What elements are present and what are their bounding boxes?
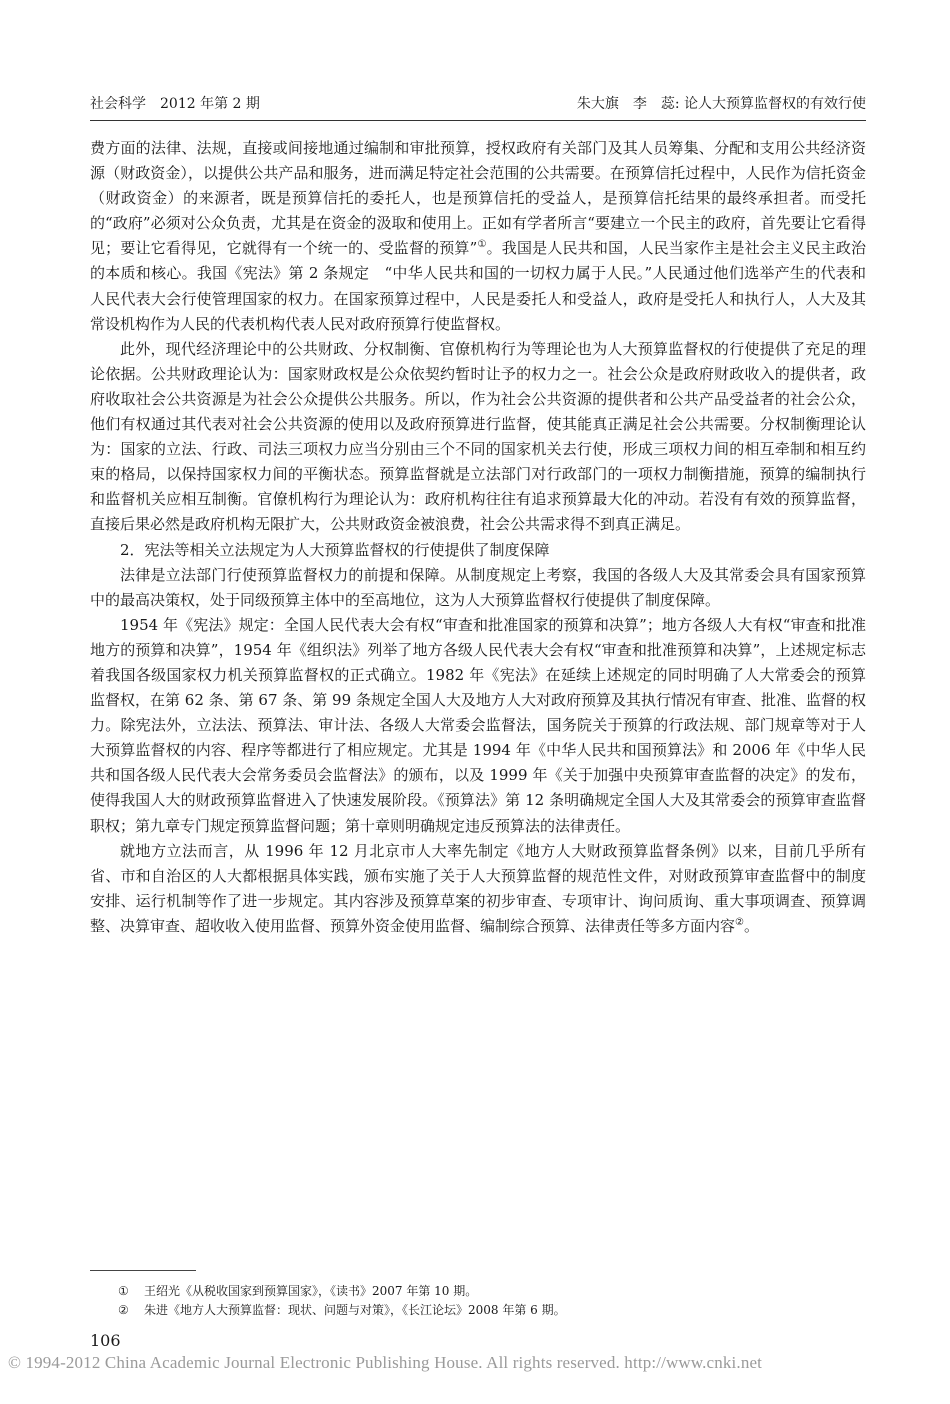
footnote-text: 朱进《地方人大预算监督：现状、问题与对策》，《长江论坛》2008 年第 6 期。 (144, 1303, 566, 1317)
copyright-watermark: © 1994-2012 China Academic Journal Electronic Publishing House. All rights reserved. http://www.cnki.net (8, 1353, 763, 1372)
article-body (90, 136, 866, 939)
paragraph-1: 费方面的法律、法规，直接或间接地通过编制和审批预算，授权政府有关部门及其人员筹集、分配和支用公共经济资源（财政资金），以提供公共产品和服务，进而满足特定社会范围的公共需要。在预算信托过程中，人民作为信托资金（财政资金）的来源者，既是预算信托的委托人，也是预算信托的受益人，是预算信托结果的最终承担者。而受托的“政府”必须对公众负责，尤其是在资金的汲取和使用上。正如有学者所言“要建立一个民主的政府，首先要让它看得见；要让它看得见，它就得有一个统一的、受监督的预算”①。我国是人民共和国，人民当家作主是社会主义民主政治的本质和核心。我国《宪法》第 2 条规定 “中华人民共和国的一切权力属于人民。”人民通过他们选举产生的代表和人民代表大会行使管理国家的权力。在国家预算过程中，人民是委托人和受益人，政府是受托人和执行人，人大及其常设机构作为人民的代表机构代表人民对政府预算行使监督权。 (90, 139, 867, 333)
footnote-text: 王绍光《从税收国家到预算国家》，《读书》2007 年第 10 期。 (144, 1284, 478, 1298)
footnote-2 (118, 1301, 858, 1320)
footnote-1 (118, 1282, 858, 1301)
footnote-divider (90, 1270, 196, 1271)
paragraph-3: 法律是立法部门行使预算监督权力的前提和保障。从制度规定上考察，我国的各级人大及其常委会具有国家预算中的最高决策权，处于同级预算主体中的至高地位，这为人大预算监督权行使提供了制度保障。 (90, 565, 866, 609)
footnote-mark: ① (118, 1284, 129, 1298)
paragraph-4: 1954 年《宪法》规定：全国人民代表大会有权“审查和批准国家的预算和决算”；地方各级人大有权“审查和批准地方的预算和决算”，1954 年《组织法》列举了地方各级人民代表大会有权“审查和批准预算和决算”，上述规定标志着我国各级国家权力机关预算监督权的正式确立。1982 年《宪法》在延续上述规定的同时明确了人大常委会的预算监督权，在第 62 条、第 67 条、第 99 条规定全国人大及地方人大对政府预算及其执行情况有审查、批准、监督的权力。除宪法外，立法法、预算法、审计法、各级人大常委会监督法，国务院关于预算的行政法规、部门规章等对于人大预算监督权的内容、程序等都进行了相应规定。尤其是 1994 年《中华人民共和国预算法》和 2006 年《中华人民共和国各级人民代表大会常务委员会监督法》的颁布，以及 1999 年《关于加强中央预算审查监督的决定》的发布，使得我国人大的财政预算监督进入了快速发展阶段。《预算法》第 12 条明确规定全国人大及其常委会的预算审查监督职权；第九章专门规定预算监督问题；第十章则明确规定违反预算法的法律责任。 (90, 615, 866, 835)
paragraph-5: 就地方立法而言，从 1996 年 12 月北京市人大率先制定《地方人大财政预算监督条例》以来，目前几乎所有省、市和自治区的人大都根据具体实践，颁布实施了关于人大预算监督的规范性文件，对财政预算审查监督中的制度安排、运行机制等作了进一步规定。其内容涉及预算草案的初步审查、专项审计、询问质询、重大事项调查、预算调整、决算审查、超收收入使用监督、预算外资金使用监督、编制综合预算、法律责任等多方面内容②。 (90, 841, 866, 935)
article-title-header: 朱大旗 李 蕊: 论人大预算监督权的有效行使 (576, 96, 866, 112)
page-number: 106 (90, 1331, 121, 1350)
footnote-ref-2[interactable]: ② (735, 916, 744, 928)
journal-issue: 社会科学 2012 年第 2 期 (90, 96, 260, 112)
paragraph-2: 此外，现代经济理论中的公共财政、分权制衡、官僚机构行为等理论也为人大预算监督权的行使提供了充足的理论依据。公共财政理论认为：国家财政权是公众依契约暂时让予的权力之一。社会公众是政府财政收入的提供者，政府收取社会公共资源是为社会公众提供公共服务。所以，作为社会公共资源的提供者和公共产品受益者的社会公众，他们有权通过其代表对社会公共资源的使用以及政府预算进行监督，使其能真正满足社会公共需要。分权制衡理论认为：国家的立法、行政、司法三项权力应当分别由三个不同的国家机关去行使，形成三项权力间的相互牵制和相互约束的格局，以保持国家权力间的平衡状态。预算监督就是立法部门对行政部门的一项权力制衡措施，预算的编制执行和监督机关应相互制衡。官僚机构行为理论认为：政府机构往往有追求预算最大化的冲动。若没有有效的预算监督，直接后果必然是政府机构无限扩大，公共财政资金被浪费，社会公共需求得不到真正满足。 (90, 339, 866, 534)
footnote-ref-1[interactable]: ① (477, 239, 487, 251)
header-divider (90, 120, 866, 121)
footnote-mark: ② (118, 1303, 129, 1317)
section-heading: 2．宪法等相关立法规定为人大预算监督权的行使提供了制度保障 (120, 540, 550, 559)
footnotes (118, 1282, 858, 1320)
